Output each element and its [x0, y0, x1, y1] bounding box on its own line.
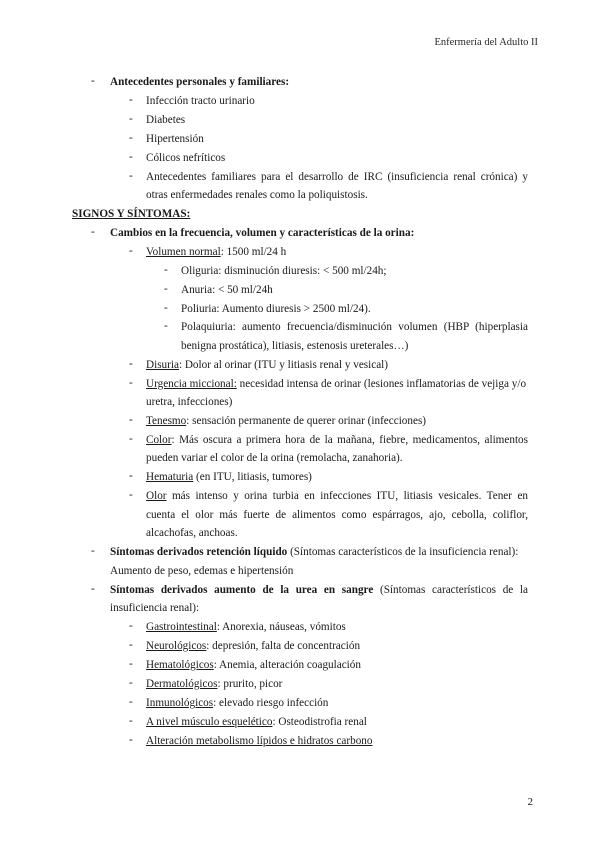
olor-text: más intenso y orina turbia en infecciones ITU, litiasis vesicales. Tener en	[166, 490, 528, 502]
antecedentes-item: Hipertensión	[146, 133, 204, 145]
volumen-sub-item: Polaquiuria: aumento frecuencia/disminución volumen (HBP (hiperplasia	[181, 321, 528, 333]
urea-sub-text: : Anorexia, náuseas, vómitos	[216, 621, 346, 633]
retencion-item-cont: Aumento de peso, edemas e hipertensión	[110, 565, 294, 577]
cambios-title: Cambios en la frecuencia, volumen y características de la orina:	[110, 227, 415, 239]
urea-sub-item	[146, 696, 328, 710]
urea-sub-text: : prurito, picor	[217, 678, 283, 690]
antecedentes-item: Cólicos nefríticos	[146, 152, 226, 164]
hematuria-item	[146, 470, 312, 484]
bullet-dash: -	[129, 94, 133, 106]
hematuria-label: Hematuria	[146, 471, 194, 483]
bullet-dash: -	[129, 620, 133, 632]
urea-sub-text: : Anemia, alteración coagulación	[213, 659, 361, 671]
bullet-dash: -	[129, 433, 133, 445]
bullet-dash: -	[129, 696, 133, 708]
retencion-item	[110, 545, 518, 559]
disuria-label: Disuria	[146, 359, 179, 371]
bullet-dash: -	[91, 226, 95, 238]
antecedentes-title: Antecedentes personales y familiares:	[110, 76, 290, 88]
volumen-sub-item: Poliuria: Aumento diuresis > 2500 ml/24).	[181, 303, 371, 315]
urgencia-item-cont: uretra, infecciones)	[146, 396, 233, 408]
urea-sub-text: : Osteodistrofia renal	[272, 716, 367, 728]
urea-sub-item	[146, 639, 360, 653]
bullet-dash: -	[129, 377, 133, 389]
page-number: 2	[527, 796, 533, 808]
olor-label: Olor	[146, 490, 167, 502]
bullet-dash: -	[129, 734, 133, 746]
bullet-dash: -	[164, 320, 168, 332]
urea-sub-label: Alteración metabolismo lípidos e hidratos carbono	[146, 735, 373, 747]
volumen-sub-item: Anuria: < 50 ml/24h	[181, 284, 273, 296]
bullet-dash: -	[129, 170, 133, 182]
bullet-dash: -	[129, 677, 133, 689]
urea-sub-item	[146, 658, 361, 672]
bullet-dash: -	[129, 113, 133, 125]
bullet-dash: -	[129, 358, 133, 370]
urea-item	[110, 583, 528, 597]
bullet-dash: -	[164, 264, 168, 276]
urea-sub-label: Gastrointestinal	[146, 621, 217, 633]
urea-sub-label: A nivel músculo esquelético	[146, 716, 273, 728]
urgencia-text: necesidad intensa de orinar (lesiones inflamatorias de vejiga y/o	[236, 378, 527, 390]
tenesmo-text: : sensación permanente de querer orinar (infecciones)	[186, 415, 427, 427]
bullet-dash: -	[164, 283, 168, 295]
tenesmo-item	[146, 414, 426, 428]
color-item	[146, 433, 528, 447]
bullet-dash: -	[129, 245, 133, 257]
volumen-text: : 1500 ml/24 h	[220, 246, 287, 258]
volumen-label: Volumen normal	[146, 246, 221, 258]
bullet-dash: -	[129, 414, 133, 426]
section-heading: SIGNOS Y SÍNTOMAS:	[72, 208, 191, 220]
disuria-text: : Dolor al orinar (ITU y litiasis renal y vesical)	[178, 359, 389, 371]
antecedentes-item: Infección tracto urinario	[146, 95, 255, 107]
bullet-dash: -	[91, 583, 95, 595]
color-label: Color	[146, 434, 172, 446]
bullet-dash: -	[129, 639, 133, 651]
bullet-dash: -	[129, 658, 133, 670]
antecedentes-item: Diabetes	[146, 114, 186, 126]
bullet-dash: -	[129, 715, 133, 727]
disuria-item	[146, 358, 388, 372]
urea-sub-label: Hematológicos	[146, 659, 214, 671]
urea-sub-item	[146, 620, 346, 634]
volumen-sub-item: Oliguria: disminución diuresis: < 500 ml/24h;	[181, 265, 387, 277]
antecedentes-item: Antecedentes familiares para el desarrollo de IRC (insuficiencia renal crónica) y	[146, 171, 528, 183]
urea-sub-label: Neurológicos	[146, 640, 207, 652]
volumen-sub-item-cont: benigna prostática), litiasis, estenosis ureterales…)	[181, 340, 409, 352]
urea-sub-item	[146, 734, 373, 748]
bullet-dash: -	[129, 489, 133, 501]
color-item-cont: pueden variar el color de la orina (remolacha, zanahoria).	[146, 452, 403, 464]
olor-item-cont: alcachofas, anchoas.	[146, 527, 238, 539]
bullet-dash: -	[129, 151, 133, 163]
urea-text: (Síntomas característicos de la	[373, 584, 529, 596]
urea-sub-item	[146, 677, 282, 691]
antecedentes-item-cont: otras enfermedades renales como la poliquistosis.	[146, 189, 368, 201]
urea-sub-text: : elevado riesgo infección	[213, 697, 329, 709]
bullet-dash: -	[91, 545, 95, 557]
urea-sub-label: Inmunológicos	[146, 697, 214, 709]
olor-item	[146, 489, 528, 503]
bullet-dash: -	[164, 302, 168, 314]
bullet-dash: -	[129, 132, 133, 144]
urgencia-label: Urgencia miccional:	[146, 378, 237, 390]
tenesmo-label: Tenesmo	[146, 415, 187, 427]
bullet-dash: -	[91, 75, 95, 87]
urea-sub-text: : depresión, falta de concentración	[206, 640, 361, 652]
hematuria-text: (en ITU, litiasis, tumores)	[193, 471, 312, 483]
urea-title: Síntomas derivados aumento de la urea en sangre	[110, 584, 374, 596]
urgencia-item	[146, 377, 526, 391]
color-text: : Más oscura a primera hora de la mañana, fiebre, medicamentos, alimentos	[171, 434, 528, 446]
retencion-title: Síntomas derivados retención líquido	[110, 546, 288, 558]
olor-item-cont: cuenta el olor más fuerte de alimentos como espárragos, ajo, cebolla, coliflor,	[146, 509, 528, 521]
retencion-text: (Síntomas característicos de la insuficiencia renal):	[287, 546, 519, 558]
bullet-dash: -	[129, 470, 133, 482]
running-header: Enfermería del Adulto II	[434, 37, 538, 48]
volumen-item	[146, 245, 286, 259]
urea-item-cont: insuficiencia renal):	[110, 602, 200, 614]
urea-sub-label: Dermatológicos	[146, 678, 218, 690]
urea-sub-item	[146, 715, 367, 729]
